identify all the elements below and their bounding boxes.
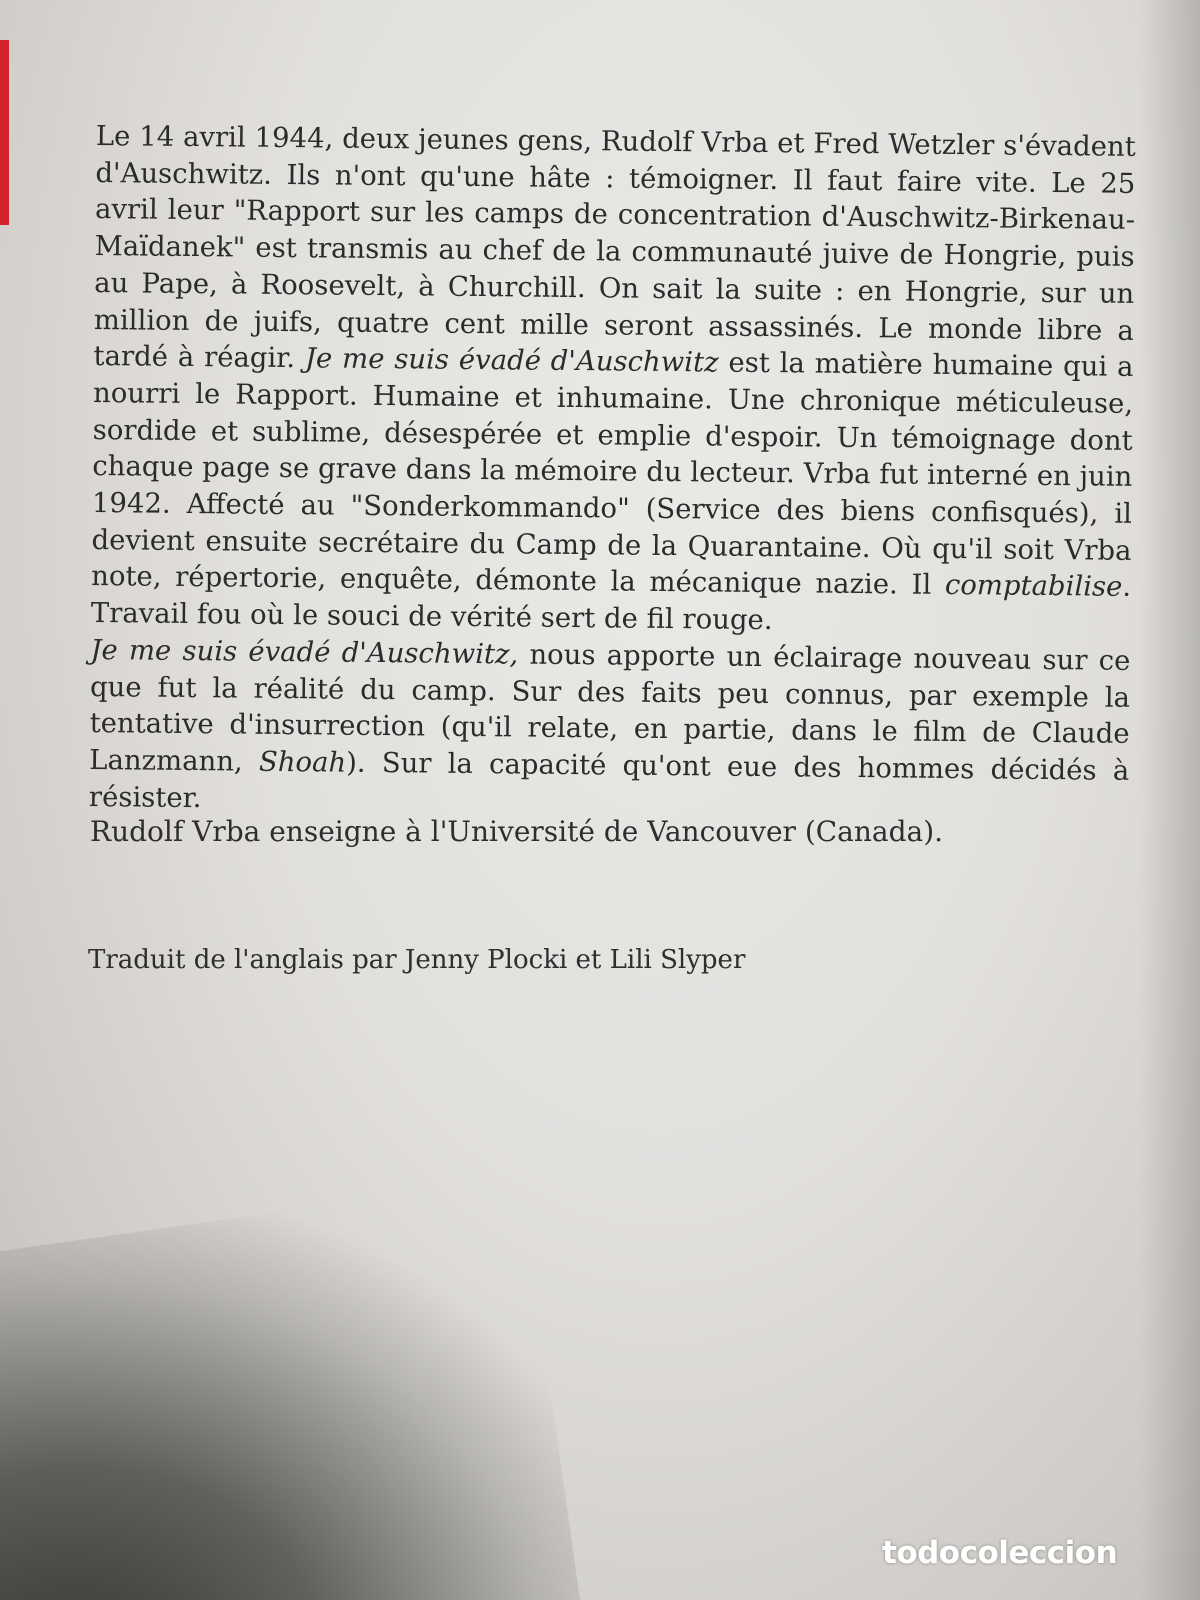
right-edge-shadow	[1140, 0, 1200, 1600]
author-note: Rudolf Vrba enseigne à l'Université de Vancouver (Canada).	[90, 815, 944, 848]
blurb-paragraph-2	[89, 632, 1131, 826]
blurb-text-span: Le 14 avril 1944, deux jeunes gens, Rudolf Vrba et Fred Wetzler s'évadent d'Auschwitz. Ils n'ont qu'une hâte : témoigner. Il faut faire vite. Le 25 avril leur "Rapport sur les camps de concentration d'Auschwitz-Birkenau-Maïdanek" est transmis au chef de la communauté juive de Hongrie, puis au Pape, à Roosevelt, à Churchill. On sait la suite : en Hongrie, sur un million de juifs, quatre cent mille seront assassinés. Le monde libre a tardé à réagir.	[93, 119, 1136, 375]
blurb-paragraph-1	[91, 118, 1136, 643]
book-title-italic: Je me suis évadé d'Auschwitz	[304, 342, 719, 379]
comptabilise-italic: comptabilise	[944, 569, 1123, 604]
blurb-text	[89, 118, 1136, 826]
blurb-text-span: . Travail fou où le souci de vérité sert de fil rouge.	[90, 571, 1132, 637]
book-title-italic: Je me suis évadé d'Auschwitz,	[90, 633, 519, 671]
blurb-text-span: nous apporte un éclairage nouveau sur ce que fut la réalité du camp. Sur des faits peu connus, par exemple la tentative d'insurrection (qu'il relate, en partie, dans le film de Claude Lanzmann,	[89, 638, 1131, 778]
blurb-text-span: est la matière humaine qui a nourri le Rapport. Humaine et inhumaine. Une chronique méticuleuse, sordide et sublime, désespérée et emplie d'espoir. Un témoignage dont chaque page se grave dans la mémoire du lecteur. Vrba fut interné en juin 1942. Affecté au "Sonderkommando" (Service des biens confisqués), il devient ensuite secrétaire du Camp de la Quarantaine. Où qu'il soit Vrba note, répertorie, enquête, démonte la mécanique nazie. Il	[91, 346, 1134, 602]
watermark-logo: todocoleccion	[882, 1535, 1118, 1571]
red-spine-edge	[0, 40, 9, 225]
translator-credit: Traduit de l'anglais par Jenny Plocki et Lili Slyper	[88, 945, 746, 975]
film-title-italic: Shoah	[258, 745, 347, 779]
photo-shadow	[0, 1178, 593, 1600]
blurb-text-span: ). Sur la capacité qu'ont eue des hommes décidés à résister.	[88, 746, 1130, 814]
